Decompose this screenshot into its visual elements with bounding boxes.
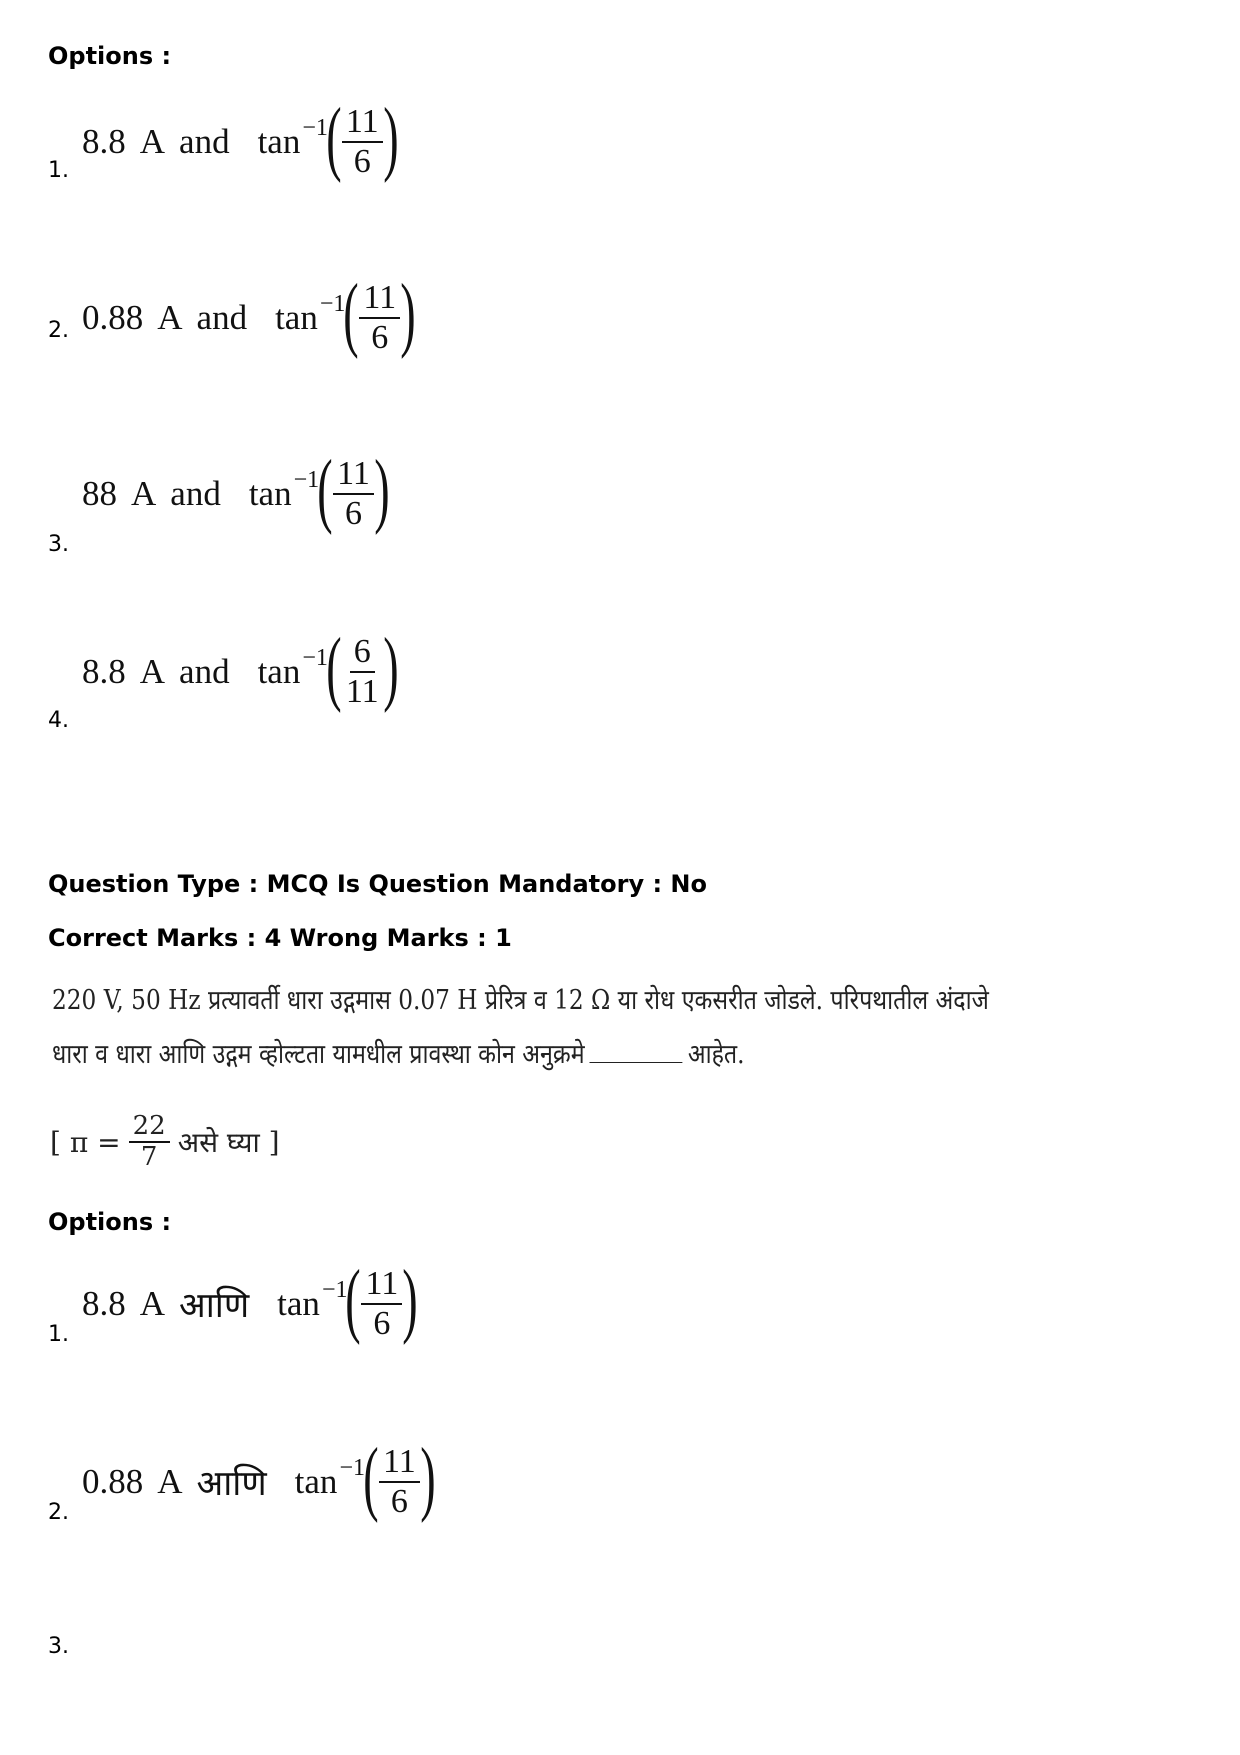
option-exponent: −1 [293, 466, 320, 493]
left-paren: ( [326, 91, 342, 184]
right-paren: ) [400, 267, 416, 360]
fraction-denominator: 6 [345, 495, 362, 532]
question-line-1: 220 V, 50 Hz प्रत्यावर्ती धारा उद्गमास 0.07 H प्रेरित्र व 12 Ω या रोध एकसरीत जोडले. परिपथातील अंदाजे [52, 985, 989, 1016]
pi-note-open: [ π = [50, 1125, 121, 1159]
right-paren: ) [402, 1253, 418, 1346]
fraction-denominator: 6 [371, 319, 389, 356]
option-function: tan [275, 298, 318, 337]
option-value: 0.88 [82, 1462, 144, 1501]
option-exponent: −1 [321, 1276, 348, 1303]
question-line-2 [52, 1034, 745, 1071]
option-number: 2. [48, 318, 69, 343]
option-exponent: −1 [319, 290, 346, 317]
option-value: 8.8 [82, 122, 126, 161]
option-function: tan [277, 1284, 320, 1323]
left-paren: ( [345, 1253, 362, 1346]
option-formula[interactable] [82, 443, 390, 536]
fraction-numerator: 11 [342, 103, 383, 143]
option-conjunction: आणि [196, 1463, 267, 1504]
option-unit: A [139, 652, 166, 691]
option-number: 3. [48, 1634, 69, 1659]
pi-denominator: 7 [140, 1142, 158, 1173]
option-fraction [342, 633, 383, 711]
question-line-2-end: आहेत. [687, 1039, 745, 1070]
option-formula[interactable] [82, 1253, 418, 1346]
option-formula[interactable] [82, 267, 416, 360]
fraction-numerator: 11 [379, 1443, 420, 1483]
option-exponent: −1 [339, 1454, 365, 1481]
option-function: tan [248, 474, 292, 513]
left-paren: ( [343, 267, 360, 360]
fraction-denominator: 11 [345, 673, 379, 710]
right-paren: ) [382, 91, 399, 184]
pi-fraction [129, 1112, 170, 1172]
answer-blank [590, 1042, 683, 1063]
option-fraction [342, 103, 383, 181]
option-number: 3. [48, 532, 69, 557]
pi-note-close: असे घ्या ] [177, 1126, 280, 1160]
option-number: 4. [48, 708, 69, 733]
fraction-numerator: 11 [361, 1265, 402, 1305]
options-label: Options : [48, 42, 172, 70]
option-conjunction: and [179, 652, 230, 691]
option-fraction [361, 1265, 402, 1343]
right-paren: ) [382, 621, 399, 714]
question-line-2-text: धारा व धारा आणि उद्गम व्होल्टता यामधील प्रावस्था कोन अनुक्रमे [52, 1039, 585, 1070]
option-unit: A [131, 474, 157, 513]
option-formula[interactable] [82, 1431, 436, 1524]
options-label: Options : [48, 1208, 172, 1236]
left-paren: ( [326, 621, 342, 714]
option-value: 8.8 [82, 652, 126, 691]
option-function: tan [257, 122, 301, 161]
fraction-denominator: 6 [353, 143, 371, 180]
option-conjunction: and [170, 474, 221, 513]
fraction-numerator: 11 [333, 455, 374, 495]
pi-note [50, 1112, 280, 1172]
option-conjunction: and [196, 298, 248, 337]
option-exponent: −1 [302, 644, 328, 671]
left-paren: ( [363, 1431, 379, 1524]
option-unit: A [139, 122, 166, 161]
option-formula[interactable] [82, 91, 399, 184]
pi-numerator: 22 [129, 1112, 170, 1143]
option-value: 8.8 [82, 1284, 126, 1323]
option-conjunction: आणि [179, 1285, 250, 1326]
marks-line: Correct Marks : 4 Wrong Marks : 1 [48, 924, 512, 952]
option-value: 88 [82, 474, 117, 513]
option-fraction [333, 455, 374, 533]
option-unit: A [139, 1284, 166, 1323]
fraction-numerator: 6 [350, 633, 375, 673]
option-fraction [359, 279, 400, 357]
option-unit: A [157, 298, 183, 337]
option-function: tan [294, 1462, 338, 1501]
fraction-denominator: 6 [373, 1305, 391, 1342]
option-value: 0.88 [82, 298, 144, 337]
fraction-denominator: 6 [390, 1483, 408, 1520]
fraction-numerator: 11 [359, 279, 400, 319]
option-exponent: −1 [302, 114, 328, 141]
option-number: 1. [48, 158, 69, 183]
option-number: 2. [48, 1500, 69, 1525]
right-paren: ) [374, 443, 390, 536]
option-unit: A [157, 1462, 183, 1501]
option-conjunction: and [179, 122, 230, 161]
question-type-line: Question Type : MCQ Is Question Mandatory : No [48, 870, 707, 898]
option-number: 1. [48, 1322, 69, 1347]
left-paren: ( [317, 443, 333, 536]
option-function: tan [257, 652, 301, 691]
option-formula[interactable] [82, 621, 399, 714]
right-paren: ) [420, 1431, 436, 1524]
option-fraction [379, 1443, 420, 1521]
